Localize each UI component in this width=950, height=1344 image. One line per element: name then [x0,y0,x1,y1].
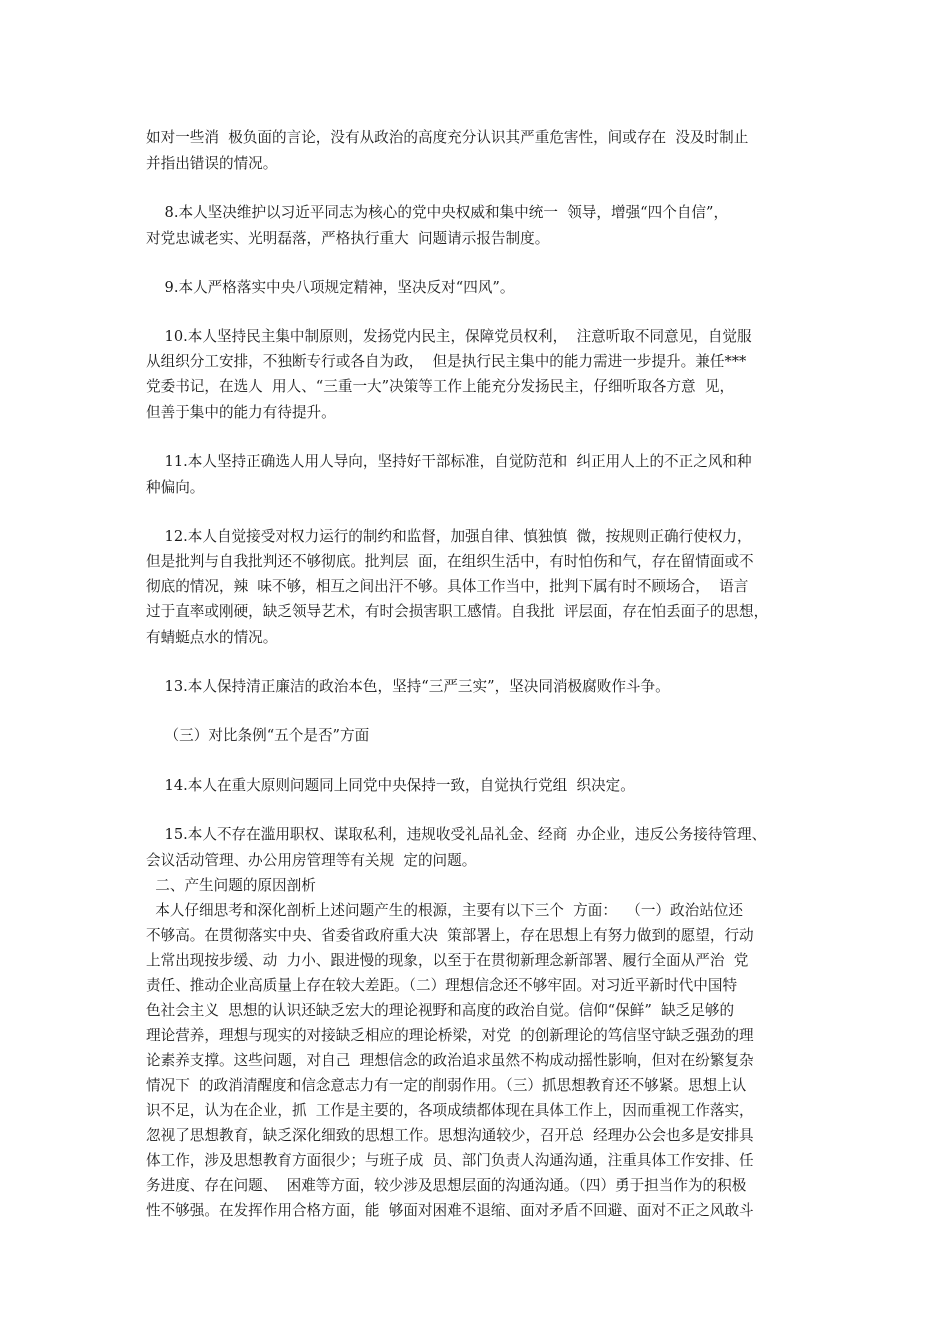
text-line: 性不够强。在发挥作用合格方面，能 够面对困难不退缩、面对矛盾不回避、面对不正之风敢斗 [146,1202,754,1219]
text-line: 务进度、存在问题、 困难等方面，较少涉及思想层面的沟通沟通。（四）勇于担当作为的积极 [146,1177,747,1194]
text-line: 色社会主义 思想的认识还缺乏宏大的理论视野和高度的政治自觉。信仰“保鲜” 缺乏足够的 [146,1002,735,1019]
text-line: 会议活动管理、办公用房管理等有关规 定的问题。 [146,852,477,869]
text-line: 9.本人严格落实中央八项规定精神，坚决反对“四风”。 [146,279,515,296]
text-line: 15.本人不存在滥用职权、谋取私利，违规收受礼品礼金、经商 办企业，违反公务接待管理、 [146,826,767,843]
text-line: 识不足，认为在企业，抓 工作是主要的，各项成绩都体现在具体工作上，因而重视工作落实， [146,1102,754,1119]
text-line: 14.本人在重大原则问题同上同党中央保持一致，自觉执行党组 织决定。 [146,777,635,794]
text-line: 并指出错误的情况。 [146,155,278,172]
text-line: 种偏向。 [146,479,205,496]
text-line: 彻底的情况，辣 味不够，相互之间出汗不够。具体工作当中，批判下属有时不顾场合， 语言 [146,578,749,595]
text-line: 不够高。在贯彻落实中央、省委省政府重大决 策部署上，存在思想上有努力做到的愿望，行动 [146,927,754,944]
text-line: 本人仔细思考和深化剖析上述问题产生的根源，主要有以下三个 方面： （一）政治站位还 [146,902,743,919]
text-line: 有蜻蜓点水的情况。 [146,629,278,646]
text-line: 理论营养，理想与现实的对接缺乏相应的理论桥梁，对党 的创新理论的笃信坚守缺乏强劲的理 [146,1027,754,1044]
text-line: 党委书记，在选人 用人、“三重一大”决策等工作上能充分发扬民主，仔细听取各方意 见， [146,378,735,395]
text-line: 忽视了思想教育，缺乏深化细致的思想工作。思想沟通较少，召开总 经理办公会也多是安排具 [146,1127,754,1144]
text-line: 如对一些消 极负面的言论，没有从政治的高度充分认识其严重危害性，间或存在 没及时制止 [146,129,749,146]
text-line: 上常出现按步缓、动 力小、跟进慢的现象，以至于在贯彻新理念新部署、履行全面从严治 党 [146,952,749,969]
text-line: 但善于集中的能力有待提升。 [146,404,336,421]
text-line: 从组织分工安排，不独断专行或各自为政， 但是执行民主集中的能力需进一步提升。兼任*** [146,353,747,370]
text-line: 对党忠诚老实、光明磊落，严格执行重大 问题请示报告制度。 [146,230,550,247]
text-line: 12.本人自觉接受对权力运行的制约和监督，加强自律、慎独慎 微，按规则正确行使权力， [146,528,752,545]
text-line: 13.本人保持清正廉洁的政治本色，坚持“三严三实”，坚决同消极腐败作斗争。 [146,678,670,695]
text-line: 过于直率或刚硬，缺乏领导艺术，有时会损害职工感情。自我批 评层面，存在怕丢面子的思想， [146,603,769,620]
text-line: 体工作，涉及思想教育方面很少；与班子成 员、部门负责人沟通沟通，注重具体工作安排、任 [146,1152,754,1169]
text-line: 但是批判与自我批判还不够彻底。批判层 面，在组织生活中，有时怕伤和气，存在留情面或不 [146,553,754,570]
text-line: 论素养支撑。这些问题，对自己 理想信念的政治追求虽然不构成动摇性影响，但对在纷繁复杂 [146,1052,754,1069]
section-heading: （三）对比条例“五个是否”方面 [146,727,370,744]
text-line: 责任、推动企业高质量上存在较大差距。（二）理想信念还不够牢固。对习近平新时代中国特 [146,977,738,994]
text-line: 11.本人坚持正确选人用人导向，坚持好干部标准，自觉防范和 纠正用人上的不正之风和种 [146,453,752,470]
text-line: 情况下 的政消清醒度和信念意志力有一定的削弱作用。（三）抓思想教育还不够紧。思想上认 [146,1077,747,1094]
text-line: 10.本人坚持民主集中制原则，发扬党内民主，保障党员权利， 注意听取不同意见，自觉服 [146,328,752,345]
section-heading: 二、产生问题的原因剖析 [146,877,316,894]
text-line: 8.本人坚决维护以习近平同志为核心的党中央权威和集中统一 领导，增强“四个自信”， [146,204,729,221]
